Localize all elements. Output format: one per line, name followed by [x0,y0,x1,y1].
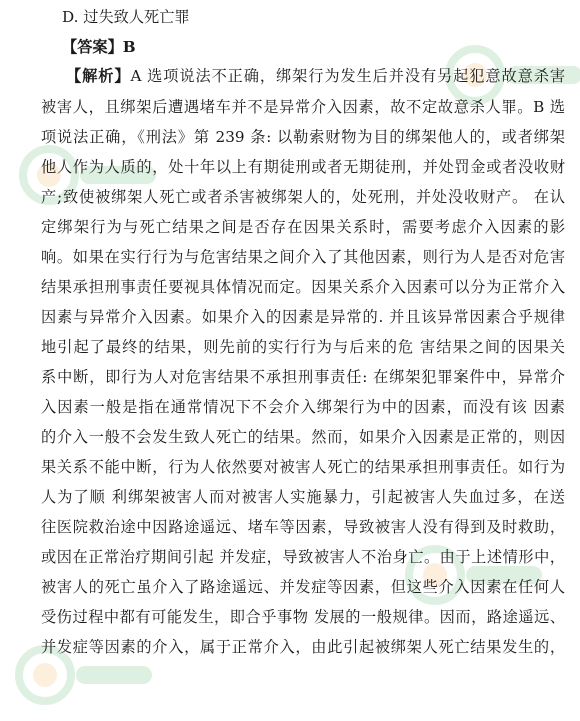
analysis-line: 人为了顺 利绑架被害人而对被害人实施暴力，引起被害人失血过多，在送 [41,488,565,506]
analysis-line: A 选项说法不正确，绑架行为发生后并没有另起犯意故意杀害 [130,67,565,85]
answer-label: 【答案】 [62,38,123,56]
analysis-line: 果关系不能中断，行为人依然要对被害人死亡的结果承担刑事责任。如行为 [41,458,565,476]
analysis-line: 地引起了最终的结果，则先前的实行行为与后来的危 害结果之间的因果关 [41,338,565,356]
analysis-line: 被害人的死亡虽介入了路途遥远、并发症等因素，但这些介入因素在任何人 [41,578,565,596]
analysis-line: 受伤过程中都有可能发生，即合乎事物 发展的一般规律。因而，路途遥远、 [41,608,565,626]
option-d: D. 过失致人死亡罪 [62,8,190,26]
analysis-line: 他人作为人质的，处十年以上有期徒刑或者无期徒刑，并处罚金或者没收财 [41,158,565,176]
analysis-line: 往医院救治途中因路途遥远、堵车等因素，导致被害人没有得到及时救助， [41,518,565,536]
analysis-line: 的介入一般不会发生致人死亡的结果。然而，如果介入因素是正常的，则因 [41,428,565,446]
analysis-line: 被害人，且绑架后遭遇堵车并不是异常介入因素，故不定故意杀人罪。B 选 [41,98,565,116]
analysis-line: 结果承担刑事责任要视具体情况而定。因果关系介入因素可以分为正常介入 [41,278,565,296]
answer-value: B [122,38,136,56]
analysis-line: 或因在正常治疗期间引起 并发症，导致被害人不治身亡。由于上述情形中， [41,548,565,566]
analysis-line: 项说法正确，《刑法》第 239 条: 以勒索财物为目的绑架他人的，或者绑架 [41,128,565,146]
analysis-line: 定绑架行为与死亡结果之间是否存在因果关系时，需要考虑介入因素的影 [41,218,565,236]
analysis-first-line [66,63,565,89]
analysis-label: 【解析】 [66,67,131,85]
analysis-line: 因素与异常介入因素。如果介入的因素是异常的. 并且该异常因素合乎规律 [41,308,565,326]
analysis-line: 入因素一般是指在通常情况下不会介入绑架行为中的因素，而没有该 因素 [41,398,565,416]
analysis-line: 并发症等因素的介入，属于正常介入，由此引起被绑架人死亡结果发生的， [41,638,565,656]
answer-line [62,34,580,60]
analysis-line: 响。如果在实行行为与危害结果之间介入了其他因素，则行为人是否对危害 [41,248,565,266]
analysis-line: 产;致使被绑架人死亡或者杀害被绑架人的，处死刑，并处没收财产。 在认 [41,188,565,206]
analysis-line: 系中断，即行为人对危害结果不承担刑事责任: 在绑架犯罪案件中，异常介 [41,368,565,386]
